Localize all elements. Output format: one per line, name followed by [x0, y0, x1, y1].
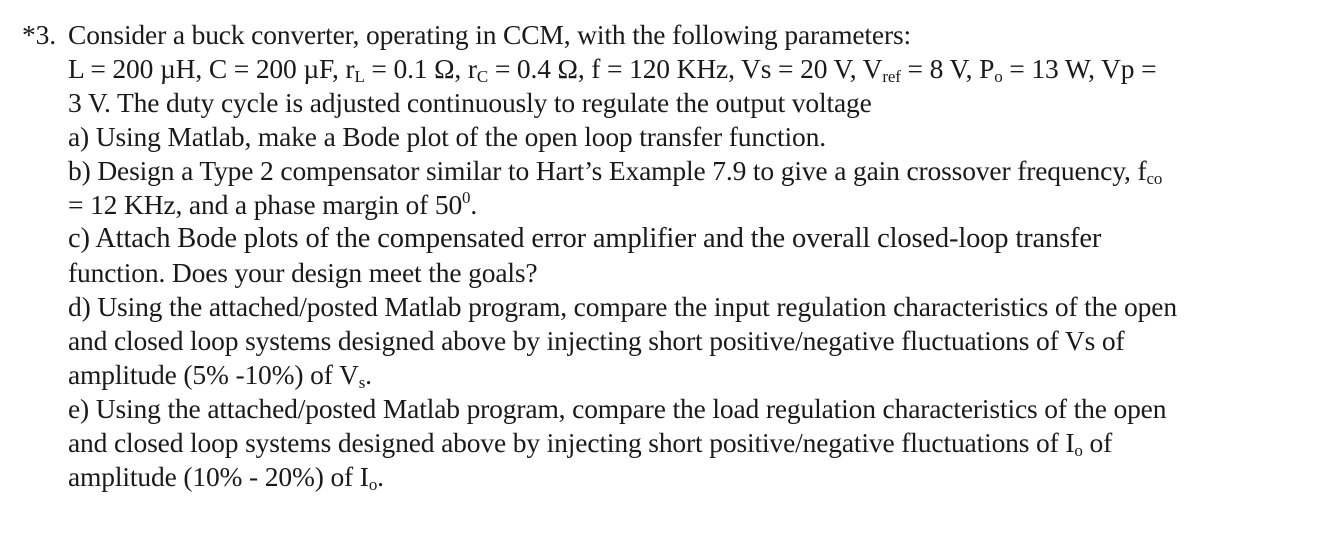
part-d-text: amplitude (5% -10%) of V: [68, 359, 359, 390]
problem-number: *3.: [22, 19, 56, 50]
problem-3: [22, 18, 1312, 494]
part-e-text: of: [1082, 427, 1113, 458]
part-d-line-2: and closed loop systems designed above by injecting short positive/negative fluctuations of Vs of: [68, 325, 1125, 356]
part-e-line-1: e) Using the attached/posted Matlab program, compare the load regulation characteristics of the open: [68, 393, 1167, 424]
part-b-subscript: co: [1146, 169, 1163, 188]
part-b-text: b) Design a Type 2 compensator similar to Hart’s Example 7.9 to give a gain crossover frequency, f: [68, 155, 1147, 186]
param-text: = 0.4 Ω, f = 120 KHz, Vs = 20 V, V: [488, 53, 883, 84]
part-b-line-1: [22, 154, 1312, 188]
part-b-line-2: [22, 188, 1312, 222]
part-e-subscript: o: [1074, 441, 1083, 460]
part-e-text: and closed loop systems designed above by injecting short positive/negative fluctuations of I: [68, 427, 1075, 458]
part-c-line-2: function. Does your design meet the goals?: [68, 257, 538, 288]
part-a: a) Using Matlab, make a Bode plot of the open loop transfer function.: [68, 121, 826, 152]
parameters-line: [22, 52, 1312, 86]
problem-intro-line: [22, 18, 1312, 52]
part-b-text: .: [470, 189, 478, 220]
part-d-line-1: d) Using the attached/posted Matlab program, compare the input regulation characteristics of the open: [68, 291, 1177, 322]
part-d-subscript: s: [358, 373, 366, 392]
part-b-text: = 12 KHz, and a phase margin of 50: [68, 189, 463, 220]
degree-superscript: 0: [462, 188, 471, 207]
param-subscript: C: [476, 67, 489, 86]
part-c-line-1: c) Attach Bode plots of the compensated error amplifier and the overall closed-loop transfer: [68, 223, 1102, 254]
param-text: = 0.1 Ω, r: [364, 53, 477, 84]
part-e-subscript: o: [368, 475, 378, 494]
part-d-line-3: [22, 358, 1312, 392]
part-d-text: .: [365, 359, 372, 390]
param-subscript: o: [994, 67, 1003, 86]
problem-intro: Consider a buck converter, operating in CCM, with the following parameters:: [68, 19, 911, 50]
param-subscript: ref: [882, 67, 901, 86]
param-text: L = 200 µH, C = 200 µF, r: [68, 53, 355, 84]
param-text: = 13 W, Vp =: [1002, 53, 1157, 84]
param-subscript: L: [354, 67, 365, 86]
part-e-text: amplitude (10% - 20%) of I: [68, 461, 369, 492]
part-e-line-3: [22, 460, 1312, 494]
param-text: = 8 V, P: [900, 53, 995, 84]
part-e-text: .: [377, 461, 384, 492]
parameters-continued-line: 3 V. The duty cycle is adjusted continuously to regulate the output voltage: [68, 87, 872, 118]
part-e-line-2: [22, 426, 1312, 460]
